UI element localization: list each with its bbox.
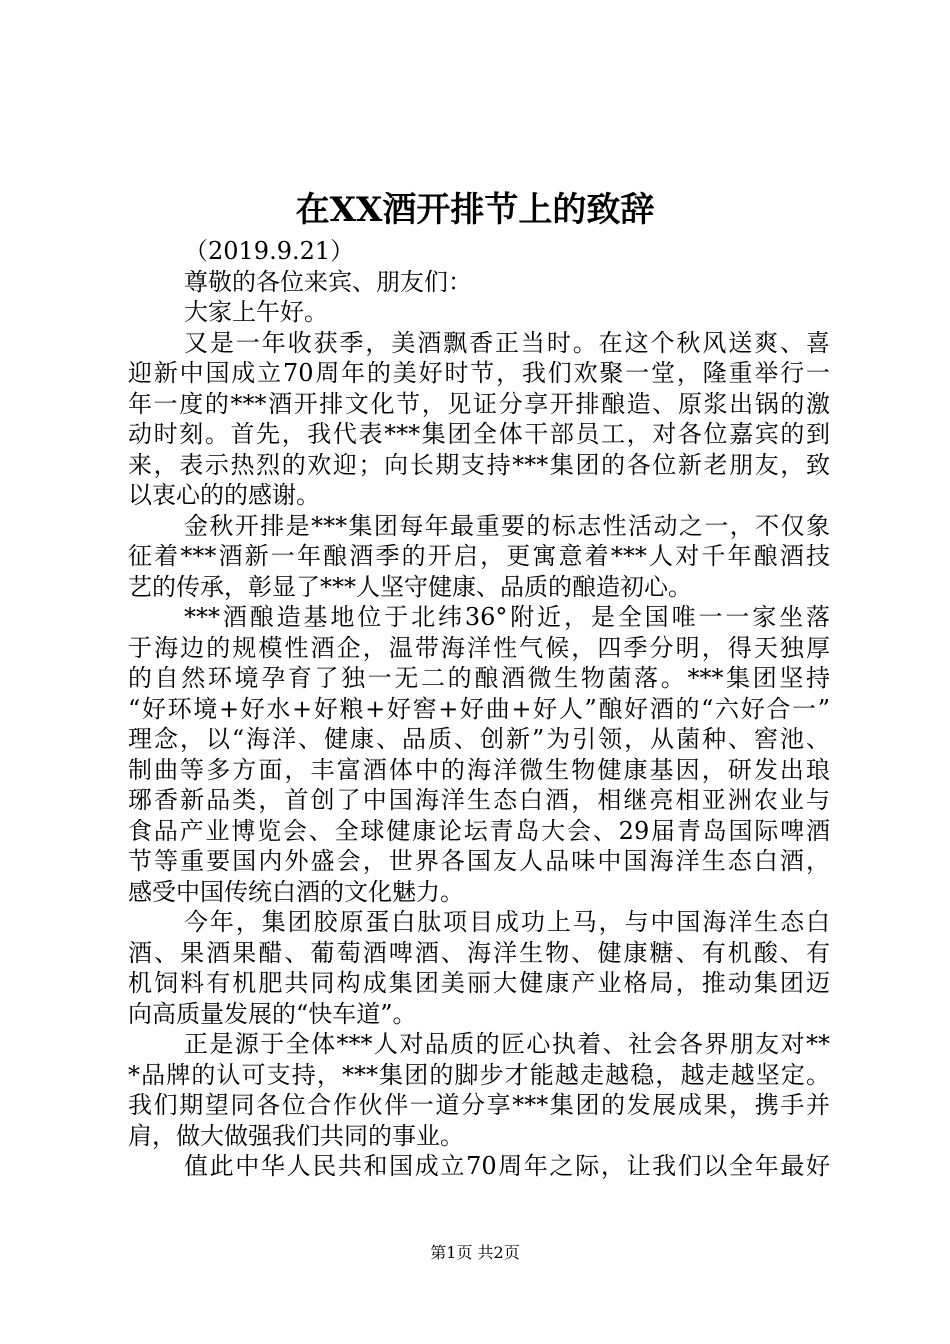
paragraph-line: 大家上午好。 xyxy=(184,298,328,326)
paragraph-line: 机饲料有机肥共同构成集团美丽大健康产业格局，推动集团迈 xyxy=(128,969,830,997)
paragraph-line: 又是一年收获季，美酒飘香正当时。在这个秋风送爽、喜 xyxy=(184,328,830,357)
paragraph-line: 食品产业博览会、全球健康论坛青岛大会、29届青岛国际啤酒 xyxy=(128,816,830,845)
paragraph-line: 节等重要国内外盛会，世界各国友人品味中国海洋生态白酒， xyxy=(128,847,830,875)
paragraph-line: *品牌的认可支持，***集团的脚步才能越走越稳，越走越坚定。 xyxy=(128,1060,830,1089)
paragraph-line: 于海边的规模性酒企，温带海洋性气候，四季分明，得天独厚 xyxy=(128,633,830,662)
paragraph-line: 值此中华人民共和国成立70周年之际，让我们以全年最好 xyxy=(184,1152,830,1180)
paragraph-line: 动时刻。首先，我代表***集团全体干部员工，对各位嘉宾的到 xyxy=(128,420,830,448)
paragraph-line: 年一度的***酒开排文化节，见证分享开排酿造、原浆出锅的激 xyxy=(128,389,830,418)
paragraph-line: ***酒酿造基地位于北纬36°附近，是全国唯一一家坐落 xyxy=(184,603,830,631)
paragraph-line: 今年，集团胶原蛋白肽项目成功上马，与中国海洋生态白 xyxy=(184,908,830,936)
paragraph-line: 艺的传承，彰显了***人坚守健康、品质的酿造初心。 xyxy=(128,572,692,601)
paragraph-line: “好环境+好水+好粮+好窖+好曲+好人”酿好酒的“六好合一” xyxy=(128,694,830,723)
paragraph-line: 肩，做大做强我们共同的事业。 xyxy=(128,1121,464,1150)
paragraph-line: 尊敬的各位来宾、朋友们： xyxy=(184,267,472,296)
paragraph-line: 琊香新品类，首创了中国海洋生态白酒，相继亮相亚洲农业与 xyxy=(128,786,830,814)
paragraph-line: 酒、果酒果醋、葡萄酒啤酒、海洋生物、健康糖、有机酸、有 xyxy=(128,938,830,967)
document-body xyxy=(128,236,830,1182)
paragraph-line: 来，表示热烈的欢迎；向长期支持***集团的各位新老朋友，致 xyxy=(128,450,830,479)
paragraph-line: 感受中国传统白酒的文化魅力。 xyxy=(128,877,464,906)
page-footer: 第1页 共2页 xyxy=(430,1243,520,1262)
document-title: 在XX酒开排节上的致辞 xyxy=(295,190,655,230)
paragraph-line: 向高质量发展的“快车道”。 xyxy=(128,999,417,1028)
paragraph-line: （2019.9.21） xyxy=(184,237,355,265)
paragraph-line: 的自然环境孕育了独一无二的酿酒微生物菌落。***集团坚持 xyxy=(128,664,830,692)
paragraph-line: 以衷心的的感谢。 xyxy=(128,481,320,509)
paragraph-line: 制曲等多方面，丰富酒体中的海洋微生物健康基因，研发出琅 xyxy=(128,755,830,784)
paragraph-line: 金秋开排是***集团每年最重要的标志性活动之一，不仅象 xyxy=(184,511,830,540)
paragraph-line: 征着***酒新一年酿酒季的开启，更寓意着***人对千年酿酒技 xyxy=(128,542,830,570)
paragraph-line: 迎新中国成立70周年的美好时节，我们欢聚一堂，隆重举行一 xyxy=(128,359,830,387)
paragraph-line: 我们期望同各位合作伙伴一道分享***集团的发展成果，携手并 xyxy=(128,1091,830,1119)
paragraph-line: 理念，以“海洋、健康、品质、创新”为引领，从菌种、窖池、 xyxy=(128,725,830,753)
paragraph-line: 正是源于全体***人对品质的匠心执着、社会各界朋友对** xyxy=(184,1030,830,1058)
